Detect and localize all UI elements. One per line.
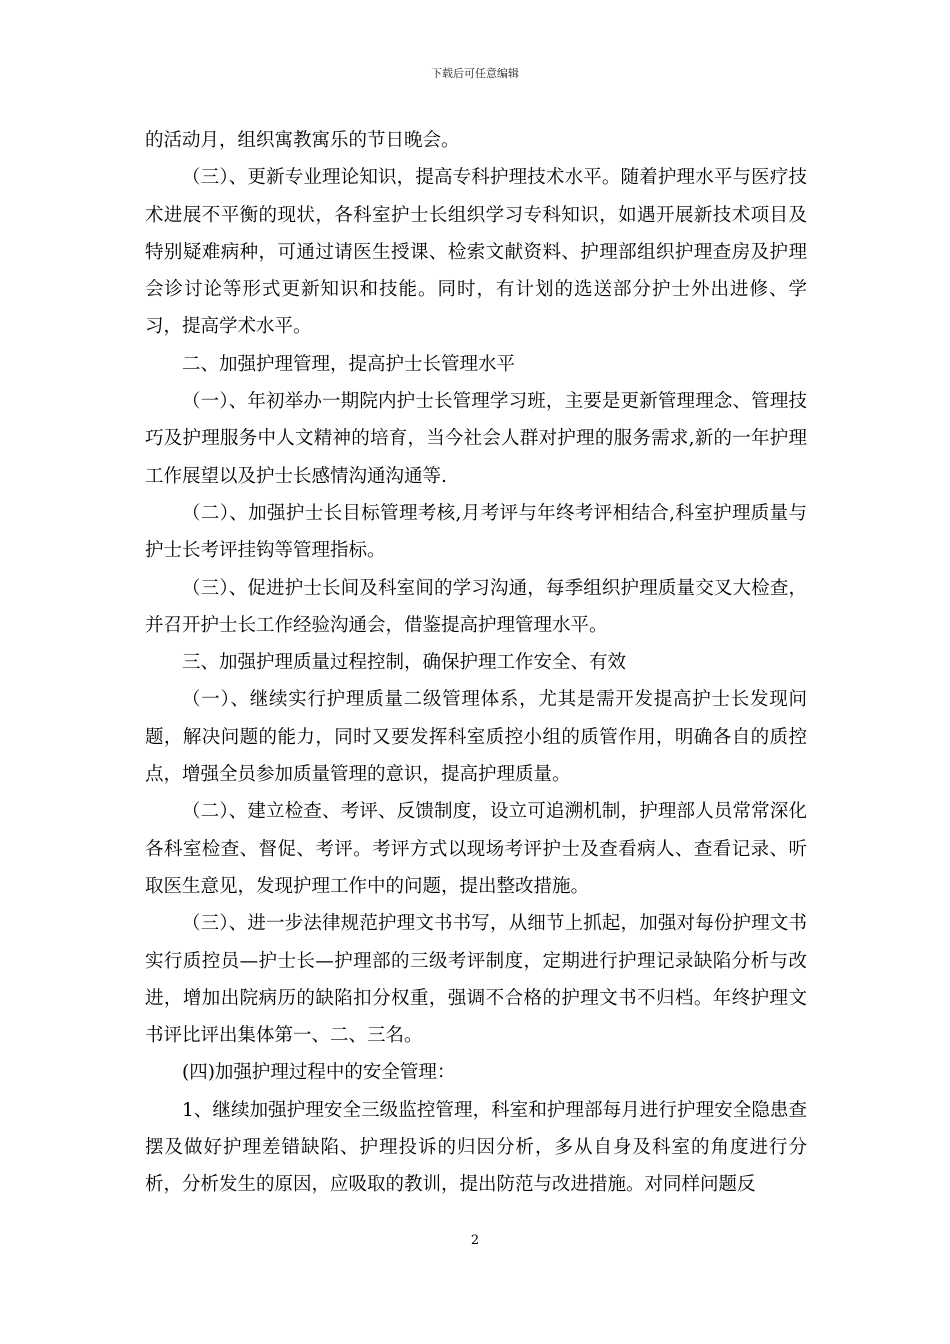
paragraph-section-3-1: （一）、继续实行护理质量二级管理体系，尤其是需开发提高护士长发现问题，解决问题的能力，同时又要发挥科室质控小组的质管作用，明确各自的质控点，增强全员参加质量管理的意识，提高护理质量。 [145, 689, 807, 786]
paragraph-continuation: 的活动月，组织寓教寓乐的节日晚会。 [145, 130, 460, 151]
paragraph-section-3-4-1: 1、继续加强护理安全三级监控管理，科室和护理部每月进行护理安全隐患查摆及做好护理差错缺陷、护理投诉的归因分析，多从自身及科室的角度进行分析，分析发生的原因，应吸取的教训，提出防范与改进措施。对同样问题反 [145, 1099, 807, 1196]
paragraph-section-3-2: （二）、建立检查、考评、反馈制度，设立可追溯机制，护理部人员常常深化各科室检查、督促、考评。考评方式以现场考评护士及查看病人、查看记录、听取医生意见，发现护理工作中的问题，提出整改措施。 [145, 801, 807, 897]
page-number: 2 [470, 1233, 480, 1248]
paragraph-section-2-1: （一）、年初举办一期院内护士长管理学习班，主要是更新管理理念、管理技巧及护理服务中人文精神的培育，当今社会人群对护理的服务需求,新的一年护理工作展望以及护士长感情沟通沟通等. [145, 391, 807, 487]
paragraph-section-3-3: （三）、进一步法律规范护理文书书写，从细节上抓起，加强对每份护理文书实行质控员—护士长—护理部的三级考评制度，定期进行护理记录缺陷分析与改进，增加出院病历的缺陷扣分权重，强调不合格的护理文书不归档。年终护理文书评比评出集体第一、二、三名。 [145, 913, 807, 1047]
document-body [145, 122, 807, 1204]
page-header: 下载后可任意编辑 [431, 67, 519, 80]
paragraph-section-2-3: （三）、促进护士长间及科室间的学习沟通，每季组织护理质量交叉大检查，并召开护士长工作经验沟通会，借鉴提高护理管理水平。 [145, 577, 807, 636]
heading-section-2: 二、加强护理管理，提高护士长管理水平 [182, 353, 516, 375]
heading-section-3: 三、加强护理质量过程控制，确保护理工作安全、有效 [182, 652, 627, 674]
paragraph-section-2-2: （二）、加强护士长目标管理考核,月考评与年终考评相结合,科室护理质量与护士长考评挂钩等管理指标。 [145, 502, 807, 562]
paragraph-section-1-3: （三）、更新专业理论知识，提高专科护理技术水平。随着护理水平与医疗技术进展不平衡的现状，各科室护士长组织学习专科知识，如遇开展新技术项目及特别疑难病种，可通过请医生授课、检索文献资料、护理部组织护理查房及护理会诊讨论等形式更新知识和技能。同时，有计划的选送部分护士外出进修、学习，提高学术水平。 [145, 167, 807, 338]
heading-section-3-4: (四)加强护理过程中的安全管理： [182, 1062, 456, 1084]
